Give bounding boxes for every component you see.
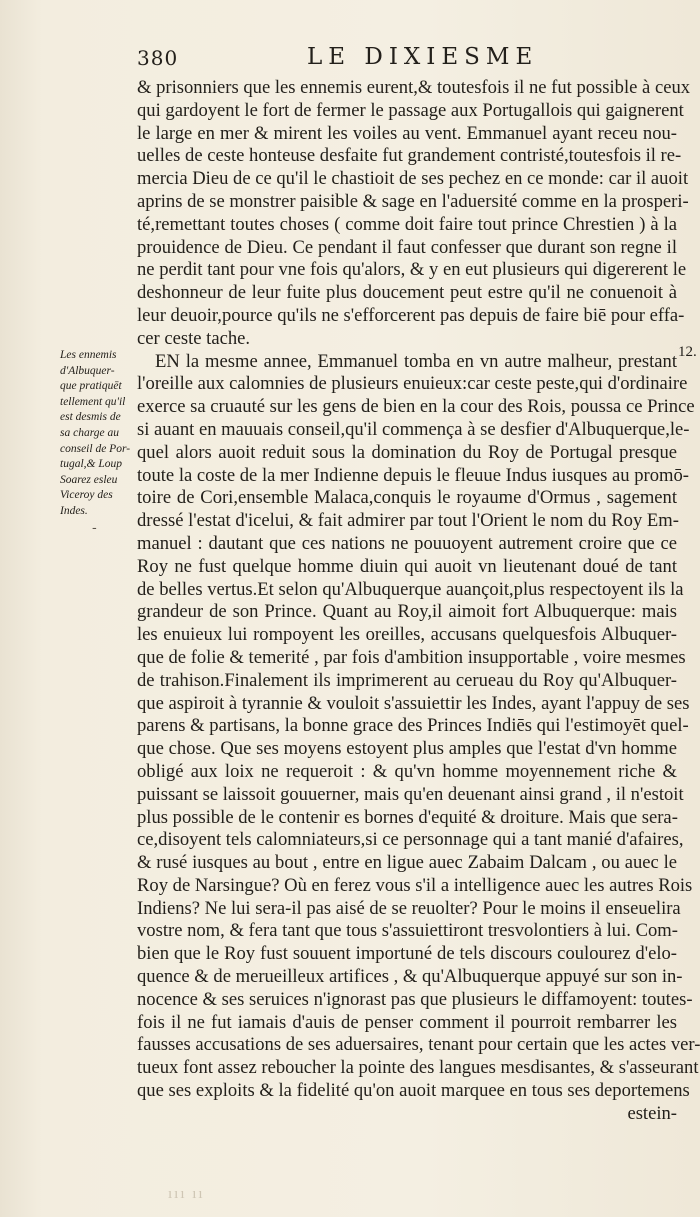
text-line: toute la coste de la mer Indienne depuis le fleuue Indus iusques au promō- — [137, 464, 689, 486]
text-line: si auant en mauuais conseil,qu'il commença à se desfier d'Albuquerque,le- — [137, 418, 690, 440]
text-line: tueux font assez reboucher la pointe des langues mesdisantes, & s'asseurant — [137, 1057, 699, 1079]
text-line: que chose. Que ses moyens estoyent plus amples que l'estat d'vn homme — [137, 738, 677, 760]
text-line: quence & de merueilleux artifices , & qu'Albuquerque appuyé sur son in- — [137, 966, 683, 988]
text-line: de trahison.Finalement ils imprimerent au cerueau du Roy qu'Albuquer- — [137, 669, 677, 691]
text-line: plus possible de le contenir es bornes d'equité & droiture. Mais que sera- — [137, 806, 678, 828]
margin-note-line: sa charge au — [60, 426, 119, 439]
text-line: cer ceste tache. — [137, 327, 251, 349]
text-line: Indiens? Ne lui sera-il pas aisé de se reuolter? Pour le moins il enseuelira — [137, 897, 681, 919]
margin-note-line: que pratiquēt — [60, 380, 122, 393]
text-line: prouidence de Dieu. Ce pendant il faut confesser que durant son regne il — [137, 236, 677, 258]
text-line: uelles de ceste honteuse desfaite fut grandement contristé,toutesfois il re- — [137, 145, 682, 167]
catchword: estein- — [627, 1102, 677, 1124]
text-line: grandeur de son Prince. Quant au Roy,il aimoit fort Albuquerque: mais — [137, 601, 677, 623]
margin-dash: - — [92, 520, 97, 536]
margin-note-line: d'Albuquer- — [60, 364, 115, 377]
text-line: qui gardoyent le fort de fermer le passage aux Portugallois qui gaignerent — [137, 99, 684, 121]
margin-note — [60, 348, 134, 520]
text-line: le large en mer & mirent les voiles au vent. Emmanuel ayant receu nou- — [137, 122, 677, 144]
text-line: deshonneur de leur fuite plus doucement peut estre qu'il ne conuenoit à — [137, 282, 677, 304]
text-line: que aspiroit à tyrannie & vouloit s'assuiettir les Indes, ayant l'appuy de ses — [137, 692, 690, 714]
text-line: leur deuoir,pource qu'ils ne s'efforcerent pas depuis de faire biē pour effa- — [137, 304, 685, 326]
text-line: fausses accusations de ses aduersaires, tenant pour certain que les actes ver- — [137, 1034, 700, 1056]
faint-mark: ııı ıı — [168, 1186, 205, 1202]
text-line: parens & partisans, la bonne grace des Princes Indiēs qui l'estimoyēt quel- — [137, 715, 689, 737]
text-line: Roy ne fust quelque homme diuin qui auoit vn lieutenant doué de tant — [137, 555, 677, 577]
margin-note-line: est desmis de — [60, 411, 121, 424]
text-line: obligé aux loix ne requeroit : & qu'vn homme moyennement riche & — [137, 760, 677, 782]
running-title: LE DIXIESME — [307, 44, 539, 70]
page-header — [137, 44, 675, 74]
text-line: exerce sa cruauté sur les gens de bien en la cour des Rois, poussa ce Prince — [137, 396, 695, 418]
text-line: Roy de Narsingue? Où en ferez vous s'il a intelligence auec les autres Rois — [137, 874, 693, 896]
margin-note-line: Viceroy des — [60, 489, 113, 502]
text-line: manuel : dautant que ces nations ne pouuoyent autrement croire que ce — [137, 532, 677, 554]
text-line: & prisonniers que les ennemis eurent,& toutesfois il ne fut possible à ceux — [137, 77, 691, 98]
text-line: ne perdit tant pour vne fois qu'alors, & y en eut plusieurs qui digererent le — [137, 259, 687, 281]
text-line: l'oreille aux calomnies de plusieurs enuieux:car ceste peste,qui d'ordinaire — [137, 373, 688, 395]
margin-note-line: Les ennemis — [60, 349, 117, 361]
text-line: mercia Dieu de ce qu'il le chastioit de ses pechez en ce monde: car il auoit — [137, 168, 689, 190]
text-line: dressé l'estat d'icelui, & fait admirer par tout l'Orient le nom du Roy Em- — [137, 510, 679, 532]
text-line: aprins de se monstrer paisible & sage en l'aduersité comme en la prosperi- — [137, 190, 689, 212]
margin-note-line: tugal,& Loup — [60, 458, 122, 471]
side-number: 12. — [678, 344, 697, 360]
margin-note-line: conseil de Por- — [60, 442, 131, 455]
text-line: les enuieux lui rompoyent les oreilles, accusans quelquesfois Albuquer- — [137, 624, 677, 646]
text-line: que de folie & temerité , par fois d'ambition insupportable , voire mesmes — [137, 646, 686, 668]
page-number: 380 — [137, 46, 179, 70]
text-line: quel alors auoit reduit sous la domination du Roy de Portugal presque — [137, 441, 677, 463]
text-line: & rusé iusques au bout , entre en ligue auec Zabaim Dalcam , ou auec le — [137, 852, 677, 874]
text-line: té,remettant toutes choses ( comme doit faire tout prince Chrestien ) à la — [137, 213, 677, 235]
text-line: ce,disoyent tels calomniateurs,si ce personnage qui a tant manié d'afaires, — [137, 829, 684, 851]
text-line: puissant se laissoit gouuerner, mais qu'en deuenant ainsi grand , il n'estoit — [137, 783, 684, 805]
margin-note-line: Soarez esleu — [60, 473, 118, 486]
margin-note-line: Indes. — [60, 504, 88, 517]
text-line: que ses exploits & la fidelité qu'on auoit marquee en tous ses deportemens — [137, 1080, 690, 1102]
text-line: toire de Cori,ensemble Malaca,conquis le royaume d'Ormus , sagement — [137, 487, 677, 509]
text-line: de belles vertus.Et selon qu'Albuquerque auançoit,plus respectoyent ils la — [137, 578, 684, 600]
text-line: vostre nom, & fera tant que tous s'assuiettiront tresvolontiers à lui. Com- — [137, 920, 678, 942]
text-line: bien que le Roy fust souuent importuné de tels discours coulourez d'elo- — [137, 943, 677, 965]
margin-note-line: tellement qu'il — [60, 395, 126, 408]
text-line: fois il ne fut iamais d'auis de penser comment il pourroit rembarrer les — [137, 1011, 677, 1033]
text-line: nocence & ses seruices n'ignorast pas que plusieurs le diffamoyent: toutes- — [137, 988, 693, 1010]
text-line: EN la mesme annee, Emmanuel tomba en vn autre malheur, prestant — [155, 350, 677, 372]
